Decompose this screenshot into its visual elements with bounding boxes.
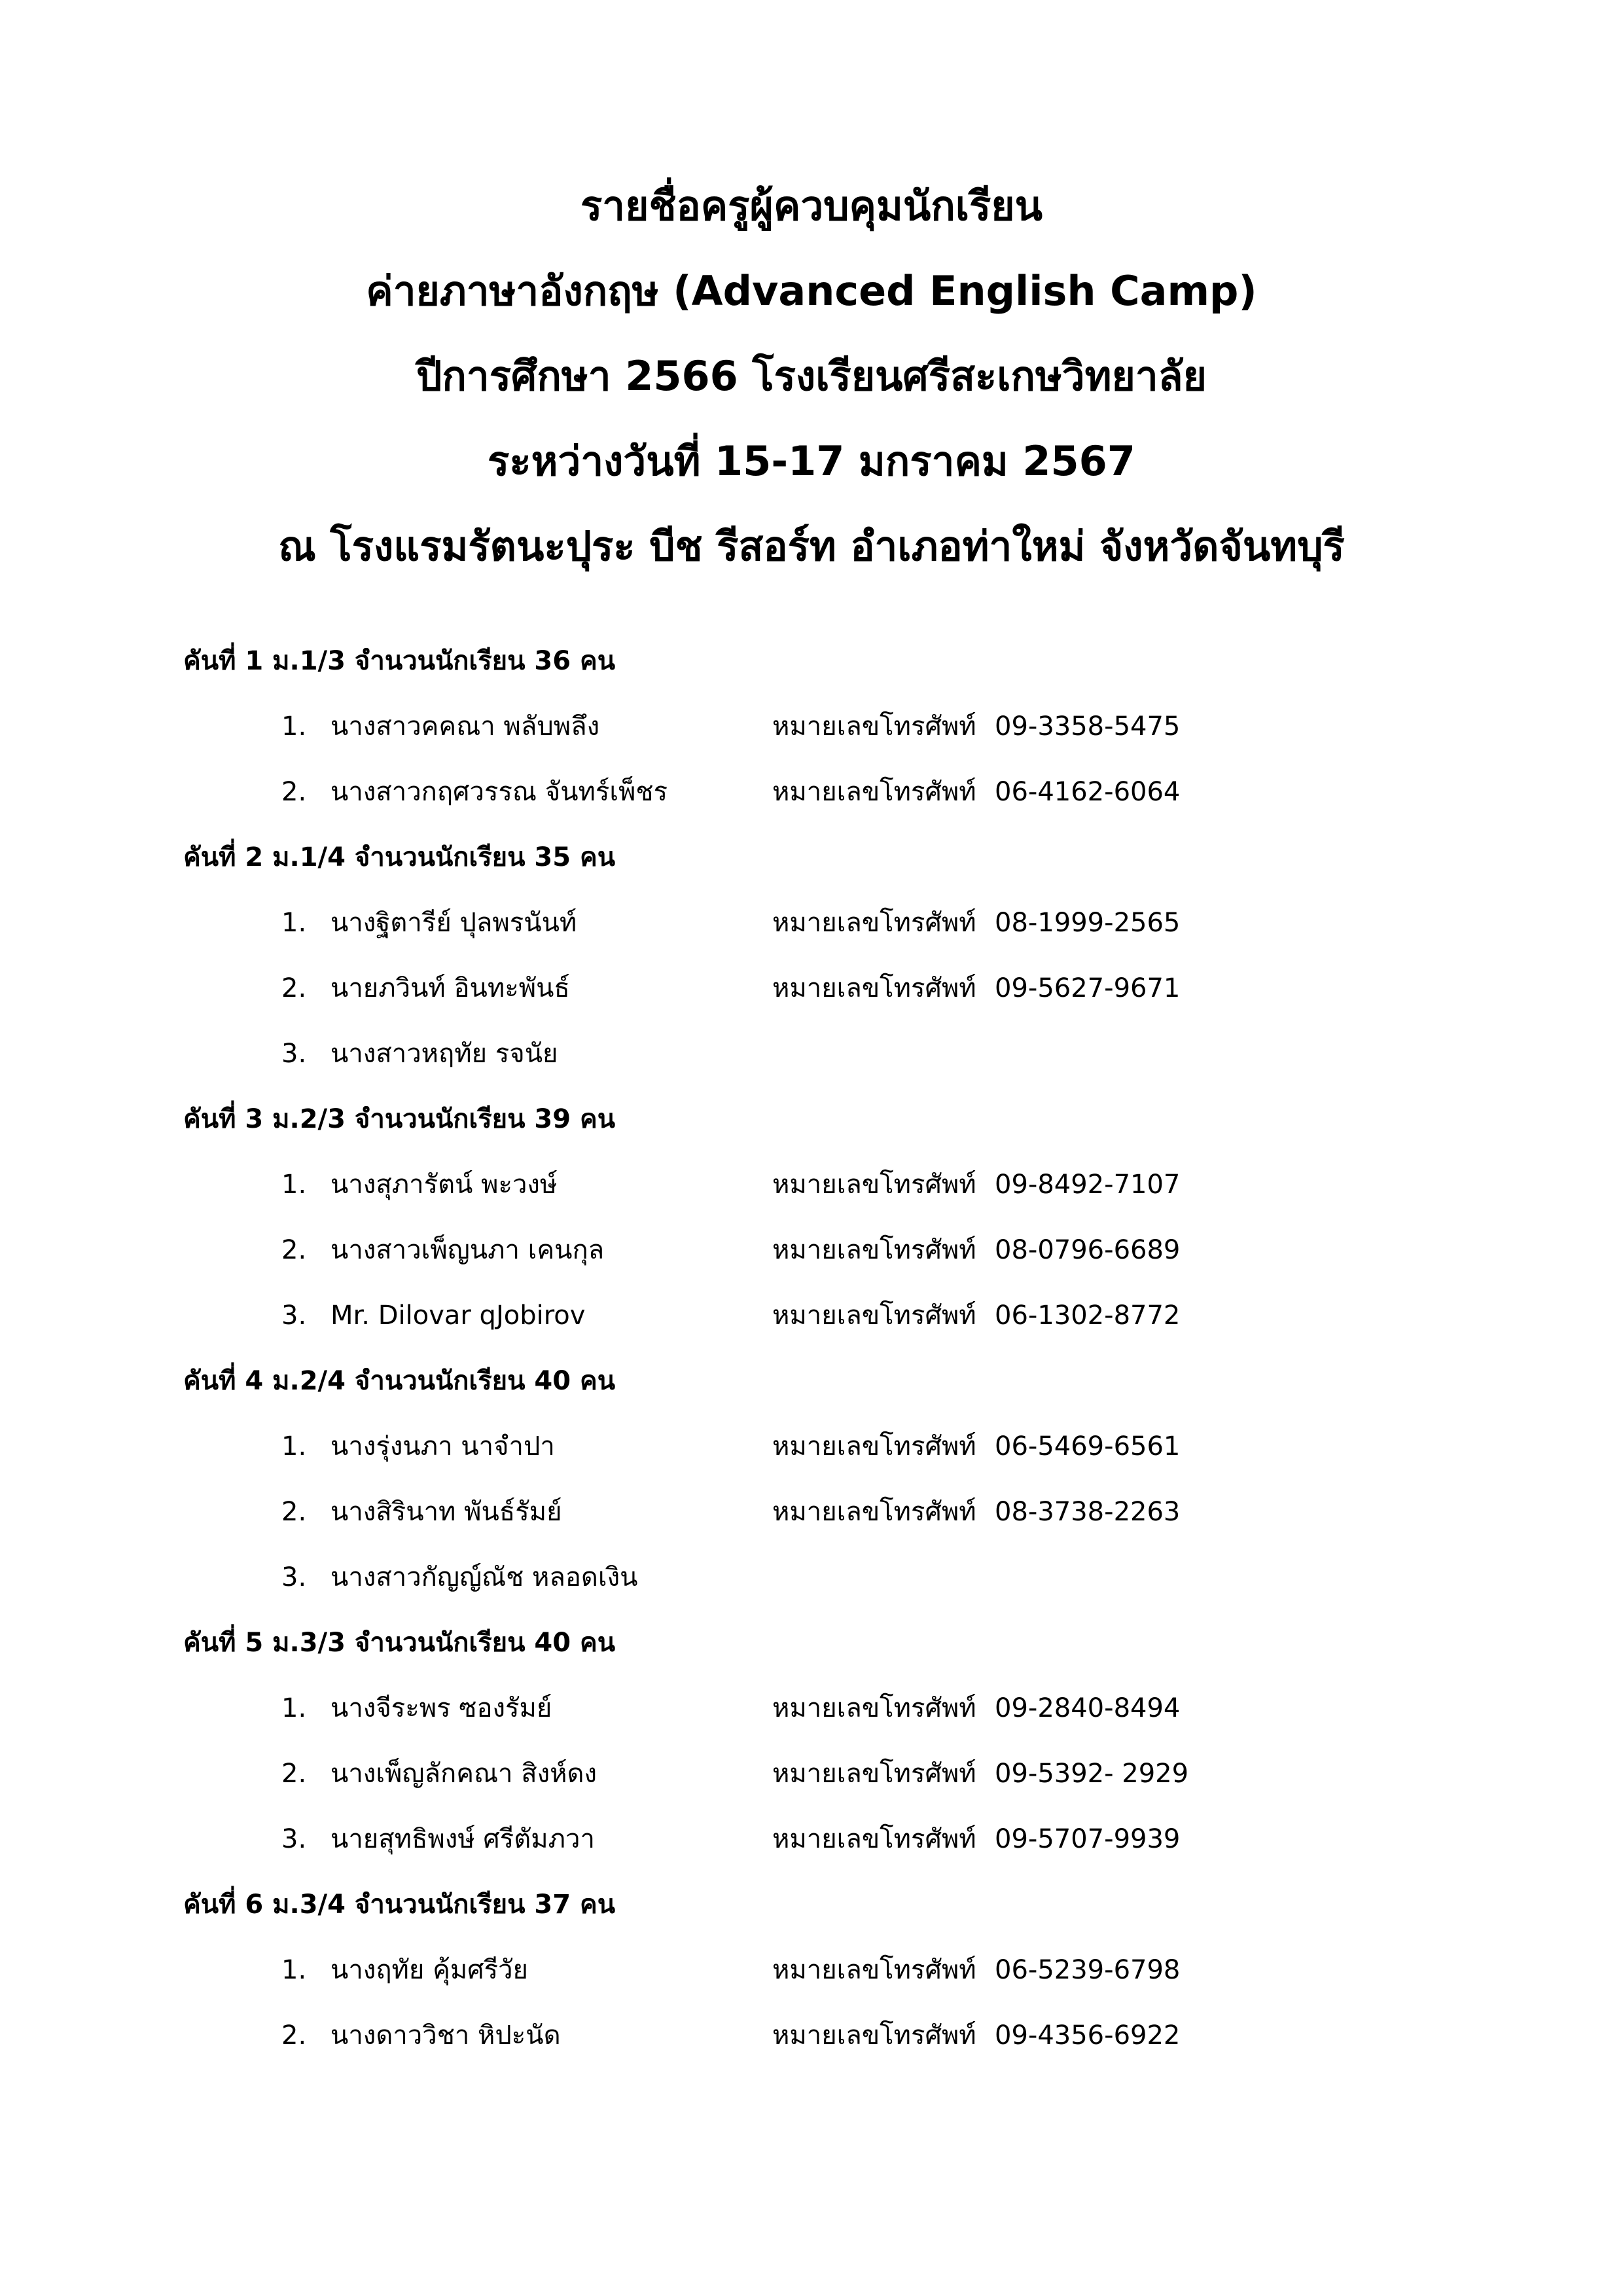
phone-number: 09-4356-6922 bbox=[995, 2020, 1181, 2051]
teacher-entry bbox=[183, 1152, 1492, 1217]
vehicle-list bbox=[183, 628, 1492, 2068]
vehicle-heading: คันที่ 4 ม.2/4 จำนวนนักเรียน 40 คน bbox=[183, 1366, 616, 1396]
entry-number: 2. bbox=[281, 1235, 307, 1265]
phone-label: หมายเลขโทรศัพท์ bbox=[772, 1824, 976, 1854]
phone-label: หมายเลขโทรศัพท์ bbox=[772, 711, 976, 742]
entry-number: 2. bbox=[281, 2020, 307, 2051]
phone-label: หมายเลขโทรศัพท์ bbox=[772, 1170, 976, 1200]
phone-label: หมายเลขโทรศัพท์ bbox=[772, 908, 976, 938]
title-line: ณ โรงแรมรัตนะปุระ บีช รีสอร์ท อำเภอท่าใหม่ จังหวัดจันทบุรี bbox=[278, 522, 1345, 570]
entry-number: 3. bbox=[281, 1300, 307, 1331]
entry-number: 2. bbox=[281, 973, 307, 1003]
entry-number: 2. bbox=[281, 1497, 307, 1527]
teacher-entry bbox=[183, 956, 1492, 1021]
title-line: ค่ายภาษาอังกฤษ (Advanced English Camp) bbox=[366, 267, 1257, 315]
teacher-entry bbox=[183, 1479, 1492, 1545]
phone-number: 09-3358-5475 bbox=[995, 711, 1181, 742]
phone-label: หมายเลขโทรศัพท์ bbox=[772, 1235, 976, 1265]
entry-number: 1. bbox=[281, 908, 307, 938]
vehicle-heading: คันที่ 5 ม.3/3 จำนวนนักเรียน 40 คน bbox=[183, 1628, 616, 1658]
entry-number: 2. bbox=[281, 1759, 307, 1789]
phone-number: 09-2840-8494 bbox=[995, 1693, 1181, 1723]
phone-number: 06-5239-6798 bbox=[995, 1955, 1181, 1985]
entry-number: 1. bbox=[281, 1693, 307, 1723]
phone-label: หมายเลขโทรศัพท์ bbox=[772, 973, 976, 1003]
teacher-name: นางสาวกัญญ์ณัช หลอดเงิน bbox=[330, 1562, 638, 1592]
teacher-name: นางสาวคคณา พลับพลึง bbox=[330, 711, 600, 742]
teacher-name: นางสาวเพ็ญนภา เคนกุล bbox=[330, 1235, 605, 1265]
title-line: ปีการศึกษา 2566 โรงเรียนศรีสะเกษวิทยาลัย bbox=[416, 352, 1207, 400]
teacher-name: นางสาวหฤทัย รจนัย bbox=[330, 1039, 558, 1069]
vehicle-heading: คันที่ 6 ม.3/4 จำนวนนักเรียน 37 คน bbox=[183, 1890, 616, 1920]
entry-number: 1. bbox=[281, 711, 307, 742]
entry-number: 3. bbox=[281, 1824, 307, 1854]
teacher-name: นางสุภารัตน์ พะวงษ์ bbox=[330, 1170, 558, 1200]
teacher-name: นางจีระพร ซองรัมย์ bbox=[330, 1693, 552, 1723]
phone-label: หมายเลขโทรศัพท์ bbox=[772, 2020, 976, 2051]
phone-label: หมายเลขโทรศัพท์ bbox=[772, 1497, 976, 1527]
title-line: ระหว่างวันที่ 15-17 มกราคม 2567 bbox=[488, 437, 1135, 485]
entry-number: 2. bbox=[281, 777, 307, 807]
teacher-name: นางสิรินาท พันธ์รัมย์ bbox=[330, 1497, 562, 1527]
teacher-name: นายภวินท์ อินทะพันธ์ bbox=[330, 973, 570, 1003]
vehicle-heading: คันที่ 2 ม.1/4 จำนวนนักเรียน 35 คน bbox=[183, 842, 616, 872]
phone-number: 09-5392- 2929 bbox=[995, 1759, 1189, 1789]
teacher-entry bbox=[183, 759, 1492, 825]
teacher-entry bbox=[183, 1414, 1492, 1479]
teacher-name: นางฤทัย คุ้มศรีวัย bbox=[330, 1955, 528, 1985]
phone-label: หมายเลขโทรศัพท์ bbox=[772, 1300, 976, 1331]
phone-label: หมายเลขโทรศัพท์ bbox=[772, 1693, 976, 1723]
phone-number: 09-8492-7107 bbox=[995, 1170, 1181, 1200]
teacher-entry bbox=[183, 1283, 1492, 1348]
teacher-name: นางเพ็ญลักคณา สิงห์ดง bbox=[330, 1759, 597, 1789]
teacher-name: นางรุ่งนภา นาจำปา bbox=[330, 1431, 555, 1462]
phone-number: 08-0796-6689 bbox=[995, 1235, 1181, 1265]
teacher-entry bbox=[183, 694, 1492, 759]
teacher-entry bbox=[183, 1676, 1492, 1741]
teacher-name: Mr. Dilovar qJobirov bbox=[330, 1300, 586, 1331]
phone-number: 06-5469-6561 bbox=[995, 1431, 1181, 1462]
teacher-name: นายสุทธิพงษ์ ศรีตัมภวา bbox=[330, 1824, 595, 1854]
teacher-entry bbox=[183, 1021, 1492, 1086]
phone-number: 09-5627-9671 bbox=[995, 973, 1181, 1003]
vehicle-heading: คันที่ 1 ม.1/3 จำนวนนักเรียน 36 คน bbox=[183, 646, 616, 676]
phone-number: 09-5707-9939 bbox=[995, 1824, 1181, 1854]
teacher-name: นางดาววิชา หิปะนัด bbox=[330, 2020, 561, 2051]
teacher-entry bbox=[183, 1545, 1492, 1610]
teacher-entry bbox=[183, 1217, 1492, 1283]
phone-number: 06-1302-8772 bbox=[995, 1300, 1181, 1331]
document-title-block bbox=[0, 164, 1623, 589]
phone-number: 08-3738-2263 bbox=[995, 1497, 1181, 1527]
teacher-entry bbox=[183, 1806, 1492, 1872]
entry-number: 1. bbox=[281, 1431, 307, 1462]
entry-number: 3. bbox=[281, 1562, 307, 1592]
phone-number: 08-1999-2565 bbox=[995, 908, 1181, 938]
entry-number: 1. bbox=[281, 1170, 307, 1200]
phone-label: หมายเลขโทรศัพท์ bbox=[772, 1955, 976, 1985]
phone-number: 06-4162-6064 bbox=[995, 777, 1181, 807]
phone-label: หมายเลขโทรศัพท์ bbox=[772, 1759, 976, 1789]
teacher-name: นางสาวกฤศวรรณ จันทร์เพ็ชร bbox=[330, 777, 668, 807]
vehicle-heading: คันที่ 3 ม.2/3 จำนวนนักเรียน 39 คน bbox=[183, 1104, 616, 1134]
teacher-entry bbox=[183, 2003, 1492, 2068]
teacher-entry bbox=[183, 1741, 1492, 1806]
entry-number: 3. bbox=[281, 1039, 307, 1069]
teacher-entry bbox=[183, 1937, 1492, 2003]
teacher-entry bbox=[183, 890, 1492, 956]
phone-label: หมายเลขโทรศัพท์ bbox=[772, 777, 976, 807]
phone-label: หมายเลขโทรศัพท์ bbox=[772, 1431, 976, 1462]
teacher-name: นางฐิตารีย์ ปุลพรนันท์ bbox=[330, 908, 577, 938]
entry-number: 1. bbox=[281, 1955, 307, 1985]
title-line: รายชื่อครูผู้ควบคุมนักเรียน bbox=[580, 182, 1043, 230]
